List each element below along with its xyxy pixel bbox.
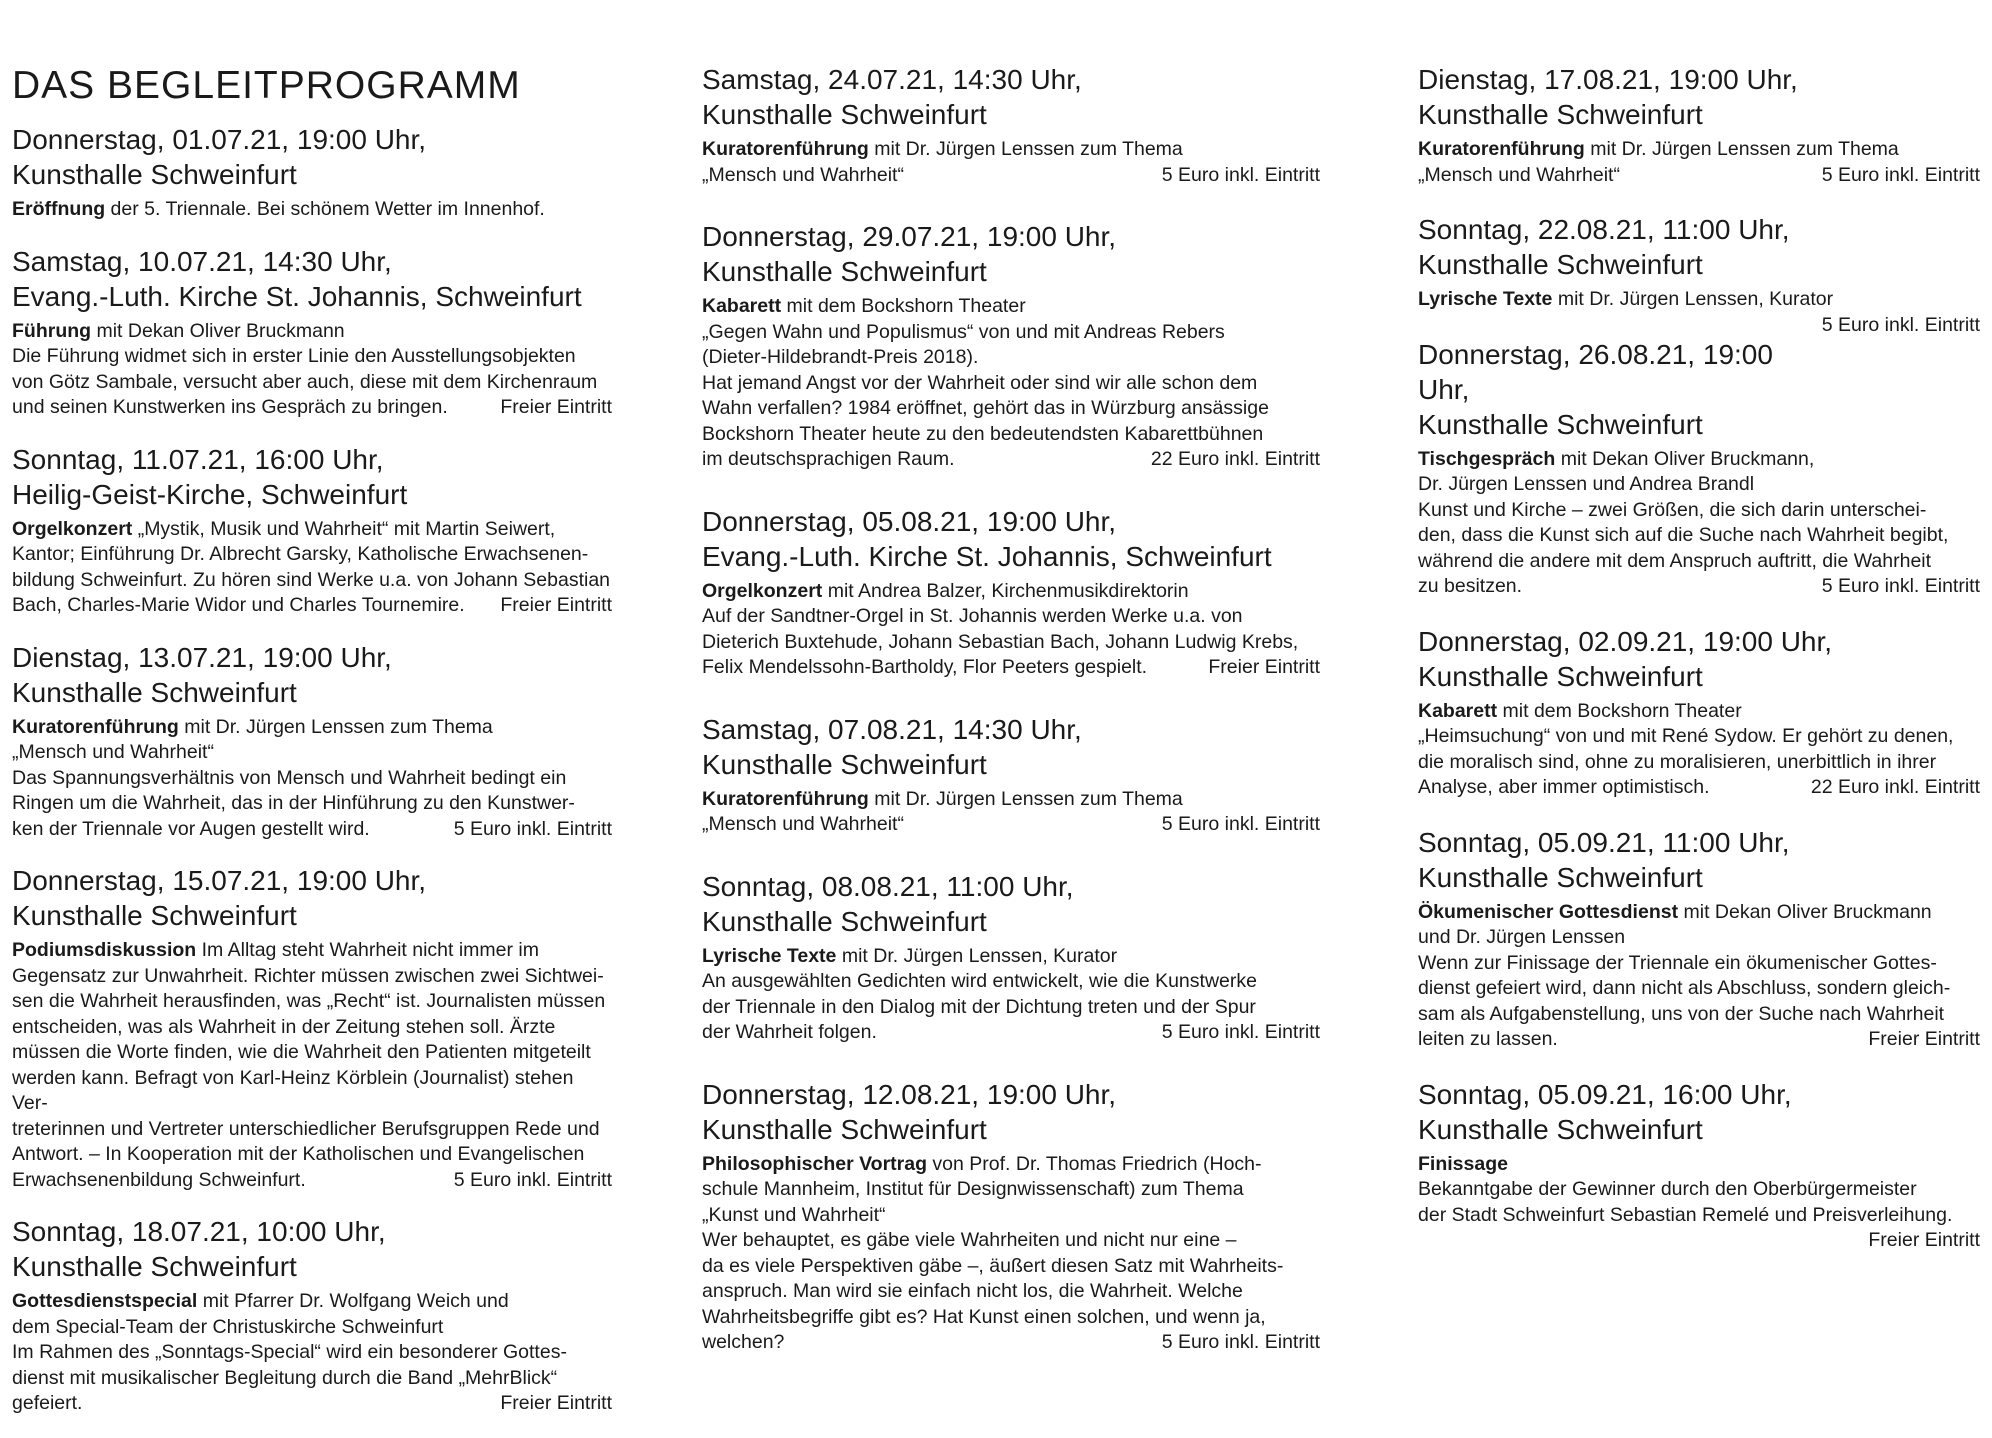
line-text: Im Rahmen des „Sonntags-Special“ wird ein besonderer Gottes- — [12, 1341, 567, 1363]
line-text: „Mensch und Wahrheit“ — [702, 163, 904, 186]
line-text: zu besitzen. — [1418, 575, 1523, 597]
event-description — [1418, 699, 1980, 801]
line-text: Bekanntgabe der Gewinner durch den Oberbürgermeister — [1418, 1178, 1917, 1200]
description-line — [12, 964, 612, 990]
line-text: die moralisch sind, ohne zu moralisieren, unerbittlich in ihrer — [1418, 750, 1937, 773]
line-text: Kantor; Einführung Dr. Albrecht Garsky, Katholische Erwachsenen- — [12, 543, 589, 565]
line-text: Wahn verfallen? 1984 eröffnet, gehört das in Würzburg ansässige — [702, 397, 1269, 419]
event-date: Sonntag, 18.07.21, 10:00 Uhr, — [12, 1216, 386, 1247]
event-description — [1418, 287, 1980, 336]
event-entry — [12, 244, 612, 421]
line-text: Gegensatz zur Unwahrheit. Richter müssen zwischen zwei Sichtwei- — [12, 964, 604, 987]
description-line — [12, 817, 612, 843]
description-line — [702, 969, 1320, 995]
event-date: Dienstag, 17.08.21, 19:00 Uhr, — [1418, 64, 1798, 95]
line-text: „Heimsuchung“ von und mit René Sydow. Er gehört zu denen, — [1418, 725, 1954, 747]
event-price: Freier Eintritt — [1868, 1229, 1980, 1251]
event-entry — [12, 1214, 612, 1417]
description-line — [1418, 976, 1980, 1002]
event-date: Donnerstag, 05.08.21, 19:00 Uhr, — [702, 505, 1117, 537]
description-line — [12, 938, 612, 964]
event-heading — [702, 219, 1320, 289]
description-line — [702, 345, 1320, 371]
description-line — [1418, 1027, 1980, 1053]
event-date: Donnerstag, 02.09.21, 19:00 Uhr, — [1418, 625, 1833, 657]
description-line — [702, 1279, 1320, 1305]
event-type: Kuratorenführung — [1418, 138, 1585, 160]
event-description — [12, 715, 612, 843]
event-location: Kunsthalle Schweinfurt — [702, 905, 987, 937]
description-line — [12, 517, 612, 543]
column-1 — [12, 62, 612, 1438]
event-entry — [12, 863, 612, 1193]
event-price: Freier Eintritt — [500, 594, 612, 616]
event-type: Finissage — [1418, 1152, 1508, 1175]
event-description — [12, 319, 612, 421]
line-text: welchen? — [702, 1331, 785, 1353]
event-location: Kunsthalle Schweinfurt — [1418, 249, 1703, 280]
event-date: Sonntag, 05.09.21, 16:00 Uhr, — [1418, 1078, 1792, 1110]
event-date: Sonntag, 22.08.21, 11:00 Uhr, — [1418, 214, 1790, 245]
line-text: mit Dr. Jürgen Lenssen zum Thema — [868, 138, 1183, 160]
event-price: 22 Euro inkl. Eintritt — [1150, 448, 1320, 470]
description-line — [1418, 1002, 1980, 1028]
event-heading — [12, 122, 612, 192]
description-line — [12, 1289, 612, 1315]
description-line — [702, 1203, 1320, 1229]
event-location: Kunsthalle Schweinfurt — [1418, 408, 1703, 440]
description-line — [702, 812, 1320, 838]
line-text: Wahrheitsbegriffe gibt es? Hat Kunst einen solchen, und wenn ja, — [702, 1305, 1266, 1328]
event-type: Lyrische Texte — [702, 944, 837, 967]
description-line — [702, 1177, 1320, 1203]
event-date: Donnerstag, 15.07.21, 19:00 Uhr, — [12, 865, 427, 896]
description-line — [702, 396, 1320, 422]
event-date: Samstag, 07.08.21, 14:30 Uhr, — [702, 713, 1082, 745]
line-text: dienst mit musikalischer Begleitung durch die Band „MehrBlick“ — [12, 1366, 558, 1389]
column-2 — [702, 62, 1320, 1387]
description-line — [702, 995, 1320, 1021]
event-date: Donnerstag, 01.07.21, 19:00 Uhr, — [12, 124, 427, 155]
event-price: 22 Euro inkl. Eintritt — [1810, 776, 1980, 798]
description-line — [1418, 951, 1980, 977]
line-text: gefeiert. — [12, 1392, 83, 1414]
description-line — [12, 1142, 612, 1168]
line-text: mit Dekan Oliver Bruckmann — [1678, 900, 1932, 923]
description-line — [1418, 549, 1980, 575]
description-line — [12, 1117, 612, 1143]
line-text: entscheiden, was als Wahrheit in der Zeitung stehen soll. Ärzte — [12, 1015, 556, 1038]
event-location: Kunsthalle Schweinfurt — [1418, 861, 1703, 893]
event-heading — [12, 244, 612, 314]
description-line — [1418, 1152, 1980, 1178]
event-type: Orgelkonzert — [702, 579, 823, 602]
line-text: Wenn zur Finissage der Triennale ein ökumenischer Gottes- — [1418, 951, 1937, 974]
event-description — [12, 938, 612, 1193]
event-description — [1418, 447, 1980, 600]
description-line — [702, 447, 1320, 473]
event-description — [1418, 1152, 1980, 1251]
event-location: Kunsthalle Schweinfurt — [12, 1251, 297, 1282]
line-text: werden kann. Befragt von Karl-Heinz Körblein (Journalist) stehen Ver- — [12, 1066, 574, 1114]
description-line — [12, 1340, 612, 1366]
line-text: bildung Schweinfurt. Zu hören sind Werke u.a. von Johann Sebastian — [12, 568, 611, 591]
line-text: Dieterich Buxtehude, Johann Sebastian Bach, Johann Ludwig Krebs, — [702, 630, 1299, 653]
event-type: Kabarett — [702, 295, 782, 317]
description-line — [12, 319, 612, 345]
description-line — [702, 604, 1320, 630]
event-entry — [1418, 62, 1980, 188]
event-heading — [1418, 212, 1980, 282]
event-date: Samstag, 10.07.21, 14:30 Uhr, — [12, 245, 392, 277]
description-line — [1418, 163, 1980, 189]
description-line — [12, 197, 612, 223]
description-line — [702, 1228, 1320, 1254]
event-description — [702, 579, 1320, 681]
line-text: während die andere mit dem Anspruch auftritt, die Wahrheit — [1418, 549, 1932, 572]
line-text: „Kunst und Wahrheit“ — [702, 1203, 886, 1226]
description-line — [1418, 472, 1980, 498]
event-location: Kunsthalle Schweinfurt — [702, 99, 987, 130]
event-heading — [12, 442, 612, 512]
event-location: Kunsthalle Schweinfurt — [12, 159, 297, 190]
description-line — [1418, 900, 1980, 926]
line-text: Analyse, aber immer optimistisch. — [1418, 776, 1710, 798]
event-type: Lyrische Texte — [1418, 288, 1553, 310]
column-3 — [1418, 62, 1980, 1254]
line-text: „Mystik, Musik und Wahrheit“ mit Martin Seiwert, — [132, 517, 556, 540]
description-line — [1418, 750, 1980, 776]
line-text: Bach, Charles-Marie Widor und Charles Tournemire. — [12, 594, 465, 616]
line-text: von Prof. Dr. Thomas Friedrich (Hoch- — [927, 1152, 1262, 1175]
description-line — [12, 766, 612, 792]
line-text: anspruch. Man wird sie einfach nicht los, die Wahrheit. Welche — [702, 1280, 1243, 1302]
line-text: sam als Aufgabenstellung, uns von der Suche nach Wahrheit — [1418, 1002, 1945, 1025]
event-type: Ökumenischer Gottesdienst — [1418, 900, 1679, 923]
event-entry — [702, 504, 1320, 681]
event-description — [702, 787, 1320, 838]
description-line — [702, 1330, 1320, 1356]
description-line — [1418, 775, 1980, 801]
event-description — [1418, 137, 1980, 188]
description-line — [702, 163, 1320, 189]
event-price: 5 Euro inkl. Eintritt — [1161, 1021, 1320, 1043]
event-date: Donnerstag, 26.08.21, 19:00 Uhr, — [1418, 338, 1773, 405]
event-description — [12, 517, 612, 619]
event-heading — [702, 869, 1320, 939]
line-text: mit Dekan Oliver Bruckmann — [91, 319, 345, 342]
line-text: mit Dekan Oliver Bruckmann, — [1555, 447, 1815, 470]
description-line — [12, 1315, 612, 1341]
event-entry — [702, 869, 1320, 1046]
line-text: leiten zu lassen. — [1418, 1028, 1558, 1050]
line-text: und seinen Kunstwerken ins Gespräch zu bringen. — [12, 396, 448, 418]
event-description — [702, 294, 1320, 473]
line-text: dem Special-Team der Christuskirche Schweinfurt — [12, 1315, 444, 1338]
line-text: Erwachsenenbildung Schweinfurt. — [12, 1168, 306, 1191]
event-heading — [1418, 624, 1980, 694]
description-line — [1418, 925, 1980, 951]
event-heading — [1418, 1077, 1980, 1147]
line-text: Kunst und Kirche – zwei Größen, die sich darin unterschei- — [1418, 498, 1927, 521]
description-line — [12, 989, 612, 1015]
event-price: 5 Euro inkl. Eintritt — [453, 1168, 612, 1191]
description-line — [702, 1254, 1320, 1280]
event-date: Dienstag, 13.07.21, 19:00 Uhr, — [12, 641, 392, 673]
line-text: da es viele Perspektiven gäbe –, äußert diesen Satz mit Wahrheits- — [702, 1254, 1284, 1277]
event-date: Donnerstag, 12.08.21, 19:00 Uhr, — [702, 1078, 1117, 1110]
line-text: schule Mannheim, Institut für Designwissenschaft) zum Thema — [702, 1178, 1244, 1200]
line-text: mit Dr. Jürgen Lenssen, Kurator — [1552, 288, 1834, 310]
description-line — [12, 1066, 612, 1117]
event-date: Sonntag, 11.07.21, 16:00 Uhr, — [12, 443, 384, 475]
line-text: sen die Wahrheit herausfinden, was „Recht“ ist. Journalisten müssen — [12, 990, 606, 1012]
description-line — [1418, 574, 1980, 600]
description-line — [12, 1391, 612, 1417]
event-entry — [12, 640, 612, 843]
event-location: Kunsthalle Schweinfurt — [1418, 1113, 1703, 1145]
line-text: den, dass die Kunst sich auf die Suche nach Wahrheit begibt, — [1418, 524, 1949, 546]
event-price: 5 Euro inkl. Eintritt — [1821, 575, 1980, 597]
event-entry — [1418, 337, 1980, 600]
event-entry — [1418, 1077, 1980, 1251]
line-text: „Mensch und Wahrheit“ — [1418, 163, 1620, 186]
line-text: Auf der Sandtner-Orgel in St. Johannis werden Werke u.a. von — [702, 605, 1243, 627]
event-location: Kunsthalle Schweinfurt — [12, 900, 297, 931]
description-line — [1418, 523, 1980, 549]
line-text: Ringen um die Wahrheit, das in der Hinführung zu den Kunstwer- — [12, 792, 575, 814]
event-type: Gottesdienstspecial — [12, 1290, 198, 1312]
event-heading — [702, 712, 1320, 782]
event-price: Freier Eintritt — [1208, 656, 1320, 678]
line-text: mit dem Bockshorn Theater — [1497, 699, 1742, 722]
line-text: Im Alltag steht Wahrheit nicht immer im — [196, 939, 539, 961]
event-date: Samstag, 24.07.21, 14:30 Uhr, — [702, 64, 1082, 95]
description-line — [702, 320, 1320, 346]
event-heading — [702, 62, 1320, 132]
event-price: Freier Eintritt — [1868, 1028, 1980, 1050]
line-text: der Stadt Schweinfurt Sebastian Remelé und Preisverleihung. — [1418, 1203, 1953, 1226]
line-text: der 5. Triennale. Bei schönem Wetter im Innenhof. — [105, 198, 545, 220]
line-text: Felix Mendelssohn-Bartholdy, Flor Peeters gespielt. — [702, 656, 1148, 678]
description-line — [12, 542, 612, 568]
description-line — [12, 791, 612, 817]
event-type: Eröffnung — [12, 198, 106, 220]
description-line — [12, 1015, 612, 1041]
description-line — [702, 579, 1320, 605]
line-text: Die Führung widmet sich in erster Linie den Ausstellungsobjekten — [12, 345, 576, 367]
event-entry — [702, 219, 1320, 473]
event-description — [12, 197, 612, 223]
event-entry — [12, 442, 612, 619]
event-heading — [12, 863, 612, 933]
description-line — [12, 395, 612, 421]
line-text: (Dieter-Hildebrandt-Preis 2018). — [702, 346, 979, 368]
description-line — [1418, 137, 1980, 163]
line-text: der Wahrheit folgen. — [702, 1021, 877, 1043]
line-text: im deutschsprachigen Raum. — [702, 448, 955, 470]
line-text: Wer behauptet, es gäbe viele Wahrheiten und nicht nur eine – — [702, 1229, 1237, 1251]
event-description — [702, 1152, 1320, 1356]
description-line — [1418, 447, 1980, 473]
description-line — [12, 568, 612, 594]
line-text: mit dem Bockshorn Theater — [781, 295, 1026, 317]
event-heading — [702, 1077, 1320, 1147]
description-line — [702, 1020, 1320, 1046]
description-line — [12, 593, 612, 619]
event-location: Kunsthalle Schweinfurt — [702, 748, 987, 780]
event-heading — [1418, 62, 1980, 132]
description-line — [702, 630, 1320, 656]
description-line — [1418, 699, 1980, 725]
event-type: Kabarett — [1418, 699, 1498, 722]
description-line — [702, 371, 1320, 397]
description-line — [702, 294, 1320, 320]
line-text: müssen die Worte finden, wie die Wahrheit den Patienten mitgeteilt — [12, 1041, 591, 1063]
description-line — [12, 370, 612, 396]
event-entry — [1418, 825, 1980, 1053]
description-line — [702, 1152, 1320, 1178]
line-text: Antwort. – In Kooperation mit der Katholischen und Evangelischen — [12, 1143, 585, 1165]
description-line — [702, 787, 1320, 813]
event-type: Podiumsdiskussion — [12, 939, 197, 961]
event-price: 5 Euro inkl. Eintritt — [453, 817, 612, 840]
description-line — [1418, 1177, 1980, 1203]
description-line — [702, 137, 1320, 163]
event-location: Kunsthalle Schweinfurt — [12, 676, 297, 708]
line-text: An ausgewählten Gedichten wird entwickelt, wie die Kunstwerke — [702, 970, 1257, 992]
event-type: Führung — [12, 319, 92, 342]
event-price: 5 Euro inkl. Eintritt — [1161, 813, 1320, 835]
line-text: der Triennale in den Dialog mit der Dichtung treten und der Spur — [702, 995, 1256, 1018]
line-text: Hat jemand Angst vor der Wahrheit oder sind wir alle schon dem — [702, 371, 1258, 394]
line-text: mit Andrea Balzer, Kirchenmusikdirektorin — [822, 579, 1189, 602]
description-line — [12, 715, 612, 741]
description-line — [12, 1366, 612, 1392]
line-text: mit Dr. Jürgen Lenssen zum Thema — [868, 787, 1183, 810]
line-text: Bockshorn Theater heute zu den bedeutendsten Kabarettbühnen — [702, 422, 1264, 445]
event-date: Donnerstag, 29.07.21, 19:00 Uhr, — [702, 221, 1117, 252]
event-heading — [1418, 825, 1980, 895]
event-type: Philosophischer Vortrag — [702, 1152, 928, 1175]
event-price: 5 Euro inkl. Eintritt — [1161, 163, 1320, 186]
event-description — [1418, 900, 1980, 1053]
line-text: „Mensch und Wahrheit“ — [702, 813, 904, 835]
event-type: Kuratorenführung — [702, 138, 869, 160]
event-location: Evang.-Luth. Kirche St. Johannis, Schweinfurt — [702, 540, 1272, 572]
description-line — [12, 1040, 612, 1066]
line-text: von Götz Sambale, versucht aber auch, diese mit dem Kirchenraum — [12, 370, 598, 393]
description-line — [702, 422, 1320, 448]
page-title: DAS BEGLEITPROGRAMM — [12, 64, 521, 107]
event-price: Freier Eintritt — [500, 1392, 612, 1414]
event-description — [12, 1289, 612, 1417]
event-type: Kuratorenführung — [12, 715, 179, 738]
event-location: Kunsthalle Schweinfurt — [702, 1113, 987, 1145]
line-text: ken der Triennale vor Augen gestellt wird. — [12, 817, 370, 840]
event-heading — [1418, 337, 1980, 442]
line-text: mit Dr. Jürgen Lenssen zum Thema — [178, 715, 493, 738]
event-entry — [12, 122, 612, 223]
event-location: Heilig-Geist-Kirche, Schweinfurt — [12, 478, 408, 510]
event-entry — [702, 62, 1320, 188]
line-text: dienst gefeiert wird, dann nicht als Abschluss, sondern gleich- — [1418, 977, 1951, 999]
description-line — [12, 1168, 612, 1194]
description-line — [12, 740, 612, 766]
event-price: Freier Eintritt — [500, 396, 612, 418]
description-line — [702, 944, 1320, 970]
line-text: Das Spannungsverhältnis von Mensch und Wahrheit bedingt ein — [12, 766, 567, 789]
event-type: Kuratorenführung — [702, 787, 869, 810]
event-entry — [1418, 212, 1980, 336]
event-date: Sonntag, 08.08.21, 11:00 Uhr, — [702, 870, 1074, 902]
line-text: mit Dr. Jürgen Lenssen zum Thema — [1584, 138, 1899, 160]
event-location: Evang.-Luth. Kirche St. Johannis, Schweinfurt — [12, 280, 582, 312]
description-line — [1418, 724, 1980, 750]
event-heading — [12, 1214, 612, 1284]
event-entry — [702, 1077, 1320, 1356]
event-description — [702, 944, 1320, 1046]
event-entry — [1418, 624, 1980, 801]
event-price: 5 Euro inkl. Eintritt — [1161, 1331, 1320, 1353]
description-line — [702, 655, 1320, 681]
event-location: Kunsthalle Schweinfurt — [702, 256, 987, 287]
line-text: „Gegen Wahn und Populismus“ von und mit Andreas Rebers — [702, 320, 1225, 343]
event-price: 5 Euro inkl. Eintritt — [1821, 163, 1980, 186]
event-price: 5 Euro inkl. Eintritt — [1821, 313, 1980, 336]
description-line — [1418, 1203, 1980, 1229]
description-line — [12, 344, 612, 370]
line-text: mit Dr. Jürgen Lenssen, Kurator — [836, 944, 1118, 967]
event-date: Sonntag, 05.09.21, 11:00 Uhr, — [1418, 826, 1790, 858]
line-text: „Mensch und Wahrheit“ — [12, 741, 214, 763]
event-heading — [12, 640, 612, 710]
event-type: Orgelkonzert — [12, 517, 133, 540]
event-location: Kunsthalle Schweinfurt — [1418, 660, 1703, 692]
line-text: und Dr. Jürgen Lenssen — [1418, 926, 1626, 948]
line-text: treterinnen und Vertreter unterschiedlicher Berufsgruppen Rede und — [12, 1117, 600, 1140]
event-type: Tischgespräch — [1418, 447, 1556, 470]
event-location: Kunsthalle Schweinfurt — [1418, 99, 1703, 130]
line-text: mit Pfarrer Dr. Wolfgang Weich und — [197, 1290, 509, 1312]
event-heading — [702, 504, 1320, 574]
line-text: Dr. Jürgen Lenssen und Andrea Brandl — [1418, 473, 1755, 495]
description-line — [1418, 287, 1980, 313]
event-entry — [702, 712, 1320, 838]
event-description — [702, 137, 1320, 188]
description-line — [1418, 498, 1980, 524]
description-line — [702, 1305, 1320, 1331]
